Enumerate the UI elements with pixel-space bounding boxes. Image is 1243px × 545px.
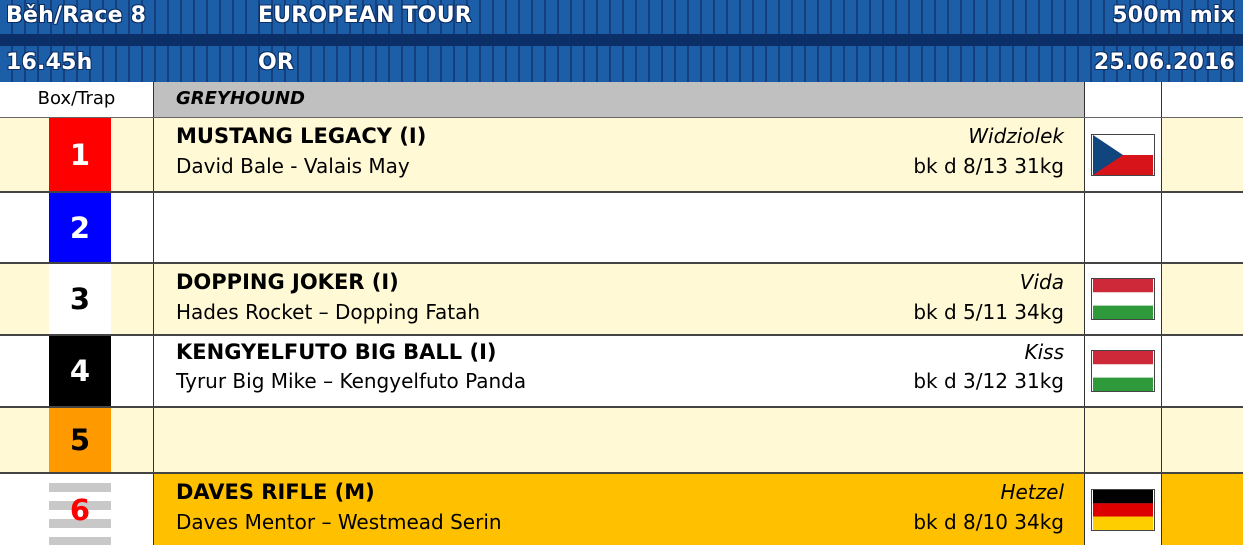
gap-cell [111, 264, 154, 334]
trap-badge-6: 6 [49, 474, 111, 545]
box-cell [0, 336, 49, 406]
race-number: Běh/Race 8 [6, 3, 147, 28]
box-cell [0, 408, 49, 472]
trap-badge-5: 5 [49, 408, 111, 472]
end-cell [1162, 474, 1243, 545]
runner-details: bk d 8/13 31kg [913, 154, 1064, 178]
runner-row-5 [0, 408, 1243, 472]
box-cell [0, 474, 49, 545]
trap-badge-2: 2 [49, 193, 111, 262]
trainer-name: Widziolek [968, 124, 1064, 148]
flag-cell [1085, 408, 1162, 472]
hungary-flag-icon [1091, 350, 1155, 392]
header-bar-top [0, 0, 1243, 34]
greyhound-name: DOPPING JOKER (I) [176, 270, 399, 294]
flag-cell [1085, 118, 1162, 191]
column-header-row [0, 82, 1243, 118]
runner-info [154, 193, 1085, 262]
race-time: 16.45h [6, 50, 93, 75]
trainer-name: Vida [1019, 270, 1064, 294]
runner-info [154, 408, 1085, 472]
race-distance: 500m mix [1112, 3, 1235, 28]
end-cell [1162, 118, 1243, 191]
runner-info [154, 264, 1085, 334]
pedigree: Tyrur Big Mike – Kengyelfuto Panda [176, 369, 527, 393]
greyhound-name: MUSTANG LEGACY (I) [176, 124, 427, 148]
flag-cell [1085, 474, 1162, 545]
gap-cell [111, 408, 154, 472]
runner-row-1 [0, 118, 1243, 191]
hungary-flag-icon [1091, 278, 1155, 320]
end-cell [1162, 336, 1243, 406]
greyhound-name: KENGYELFUTO BIG BALL (I) [176, 340, 497, 364]
runner-info [154, 474, 1085, 545]
box-trap-header: Box/Trap [0, 82, 154, 118]
runner-row-6 [0, 474, 1243, 545]
trainer-name: Hetzel [1000, 480, 1064, 504]
flag-cell [1085, 193, 1162, 262]
germany-flag-icon [1091, 489, 1155, 531]
box-cell [0, 193, 49, 262]
runner-row-4 [0, 336, 1243, 406]
pedigree: David Bale - Valais May [176, 154, 410, 178]
gap-cell [111, 118, 154, 191]
trainer-name: Kiss [1024, 340, 1064, 364]
greyhound-header: GREYHOUND [154, 82, 1085, 118]
box-cell [0, 264, 49, 334]
flag-cell [1085, 336, 1162, 406]
runner-details: bk d 8/10 34kg [913, 510, 1064, 534]
pedigree: Daves Mentor – Westmead Serin [176, 510, 502, 534]
end-cell [1162, 408, 1243, 472]
race-grade: OR [258, 50, 295, 75]
flag-header [1085, 82, 1162, 118]
box-cell [0, 118, 49, 191]
greyhound-name: DAVES RIFLE (M) [176, 480, 375, 504]
runner-info [154, 118, 1085, 191]
runner-row-2 [0, 193, 1243, 262]
runner-info [154, 336, 1085, 406]
runner-details: bk d 5/11 34kg [913, 300, 1064, 324]
end-cell [1162, 193, 1243, 262]
gap-cell [111, 193, 154, 262]
header-divider [0, 34, 1243, 46]
gap-cell [111, 336, 154, 406]
extra-header [1162, 82, 1243, 118]
header-bar-bottom [0, 46, 1243, 82]
runner-details: bk d 3/12 31kg [913, 369, 1064, 393]
runner-row-3 [0, 264, 1243, 334]
trap-badge-1: 1 [49, 118, 111, 191]
czech-flag-icon [1091, 134, 1155, 176]
trap-badge-4: 4 [49, 336, 111, 406]
flag-cell [1085, 264, 1162, 334]
gap-cell [111, 474, 154, 545]
race-date: 25.06.2016 [1093, 50, 1235, 75]
end-cell [1162, 264, 1243, 334]
pedigree: Hades Rocket – Dopping Fatah [176, 300, 481, 324]
event-title: EUROPEAN TOUR [258, 3, 472, 28]
trap-badge-3: 3 [49, 264, 111, 334]
